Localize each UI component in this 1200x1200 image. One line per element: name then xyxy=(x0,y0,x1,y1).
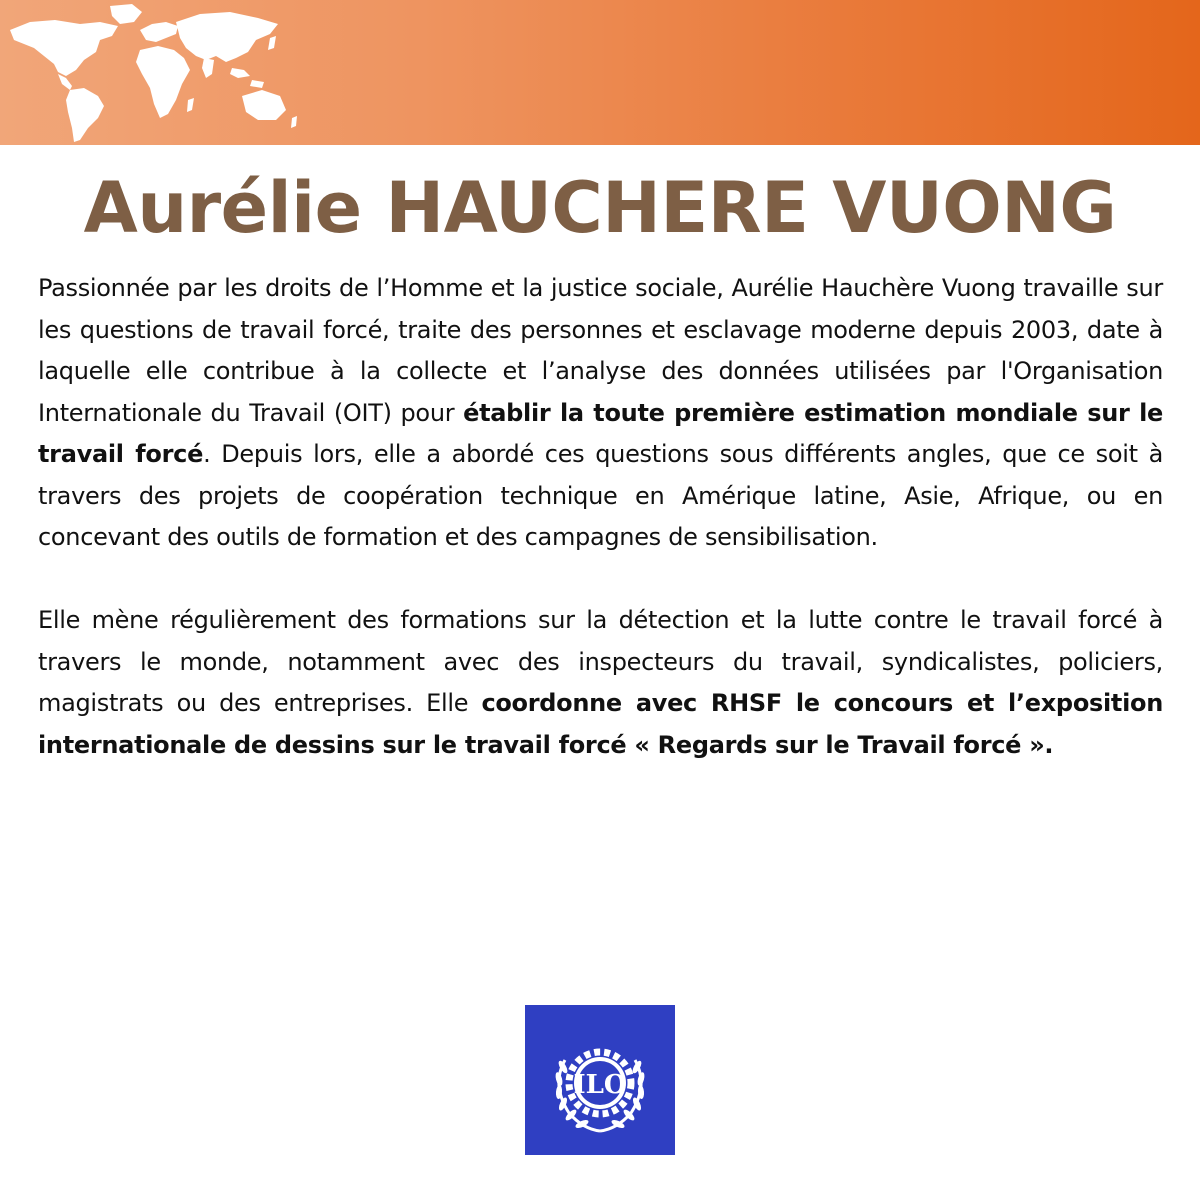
paragraph-1-text: Passionnée par les droits de l’Homme et la justice sociale, Aurélie Hauchère Vuong travaille sur les questions de travail forcé, traite des personnes et esclavage moderne depuis 2003, date à laquelle elle contribue à la collecte et l’analyse des données utilisées par l'Organisation Internationale du Travail (OIT) pour xyxy=(38,274,1163,427)
paragraph-1-highlight: établir la toute première estimation mondiale sur le travail forcé xyxy=(38,398,1163,468)
paragraph-2-highlight: coordonne avec RHSF le concours et l’exposition internationale de dessins sur le travail forcé « Regards sur le Travail forcé ». xyxy=(38,689,1163,759)
biography-text xyxy=(38,268,1163,766)
page-title: Aurélie HAUCHERE VUONG xyxy=(83,167,1117,249)
paragraph-1-text-end: . Depuis lors, elle a abordé ces questions sous différents angles, que ce soit à travers des projets de coopération technique en Amérique latine, Asie, Afrique, ou en concevant des outils de formation et des campagnes de sensibilisation. xyxy=(38,440,1163,551)
paragraph-2 xyxy=(38,600,1163,766)
ilo-logo-text: ILO xyxy=(573,1070,627,1100)
paragraph-2-text: Elle mène régulièrement des formations sur la détection et la lutte contre le travail forcé à travers le monde, notamment avec des inspecteurs du travail, syndicalistes, policiers, magistrats ou des entreprises. Elle xyxy=(38,606,1163,717)
ilo-emblem-icon xyxy=(525,1005,675,1155)
paragraph-1 xyxy=(38,268,1163,559)
ilo-logo xyxy=(525,1005,675,1155)
header-banner xyxy=(0,0,1200,145)
world-map-icon xyxy=(0,0,300,145)
